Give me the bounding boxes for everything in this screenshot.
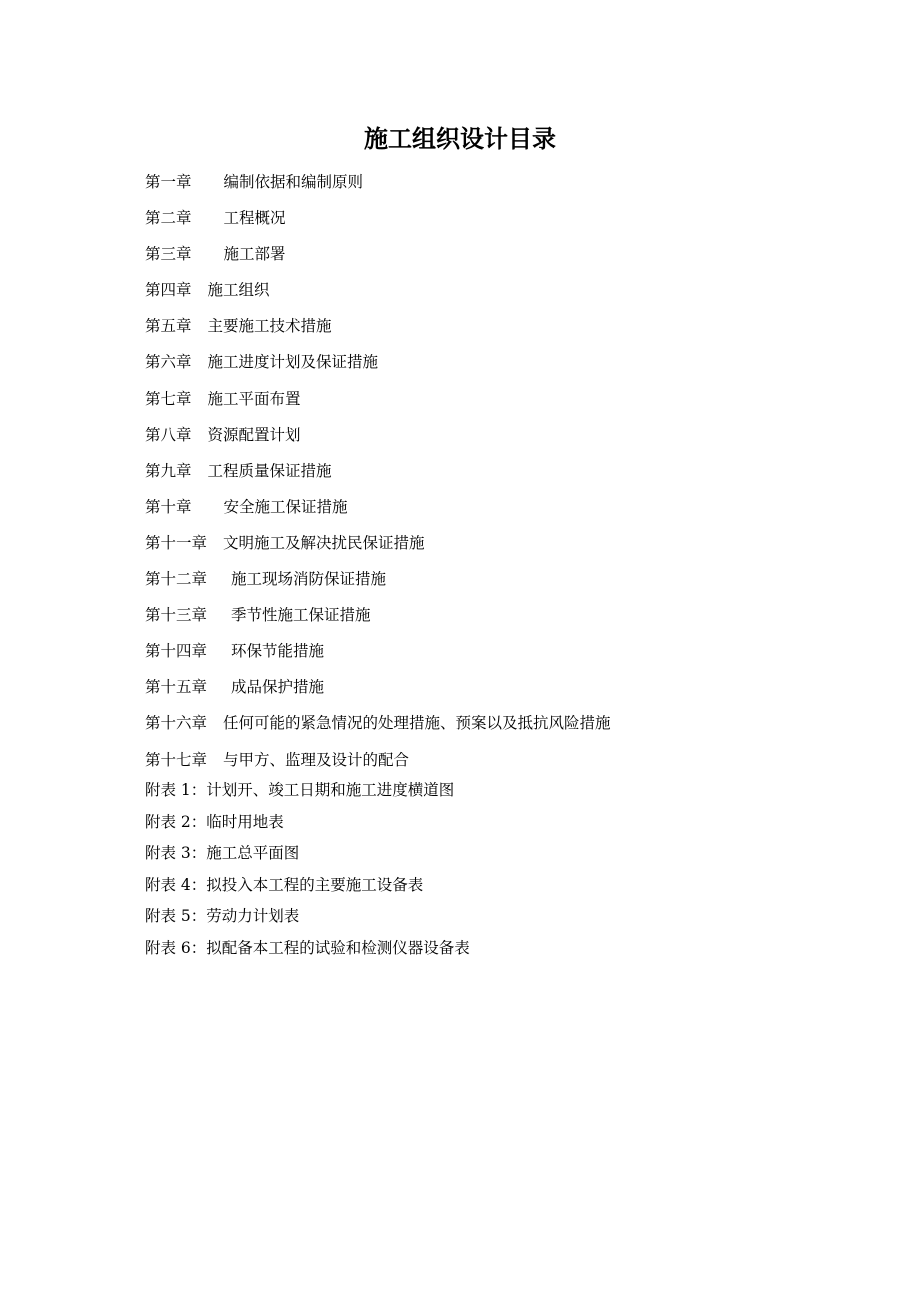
toc-chapter-1 (145, 168, 845, 204)
chapter-number: 第十三章 (145, 606, 208, 625)
appendix-label: 附表 1： (145, 781, 207, 799)
toc-chapter-14 (145, 637, 845, 673)
chapter-title: 施工平面布置 (207, 389, 301, 408)
chapter-number: 第八章 (145, 425, 192, 444)
chapter-number: 第四章 (145, 281, 192, 300)
chapter-number: 第十七章 (145, 750, 208, 769)
appendix-item-1 (145, 776, 845, 808)
appendix-item-6 (145, 934, 845, 966)
chapter-number: 第二章 (145, 209, 192, 228)
appendix-list (145, 776, 845, 966)
toc-chapter-5 (145, 312, 845, 348)
chapter-number: 第十一章 (145, 533, 208, 552)
appendix-item-4 (145, 871, 845, 903)
appendix-item-2 (145, 808, 845, 840)
appendix-item-3 (145, 839, 845, 871)
appendix-label: 附表 5： (145, 907, 207, 926)
chapter-title: 工程质量保证措施 (207, 461, 332, 480)
chapter-title: 成品保护措施 (231, 678, 325, 697)
appendix-title: 临时用地表 (206, 812, 284, 831)
chapter-title: 施工组织 (207, 281, 270, 300)
chapter-number: 第六章 (145, 353, 192, 372)
chapter-title: 环保节能措施 (231, 642, 325, 661)
chapter-title: 施工部署 (223, 245, 286, 264)
chapter-title: 任何可能的紧急情况的处理措施、预案以及抵抗风险措施 (223, 714, 611, 733)
chapter-title: 主要施工技术措施 (207, 317, 332, 336)
toc-chapter-11 (145, 529, 845, 565)
appendix-item-5 (145, 902, 845, 934)
appendix-title: 劳动力计划表 (206, 907, 300, 926)
toc-chapter-16 (145, 709, 845, 745)
toc-chapter-15 (145, 673, 845, 709)
chapter-title: 编制依据和编制原则 (223, 173, 364, 191)
chapter-title: 文明施工及解决扰民保证措施 (223, 533, 425, 552)
table-of-contents (145, 168, 845, 782)
toc-chapter-9 (145, 457, 845, 493)
toc-chapter-7 (145, 385, 845, 421)
chapter-title: 季节性施工保证措施 (231, 606, 371, 625)
toc-chapter-8 (145, 421, 845, 457)
toc-chapter-4 (145, 276, 845, 312)
toc-chapter-12 (145, 565, 845, 601)
chapter-number: 第十章 (145, 497, 192, 516)
chapter-number: 第七章 (145, 389, 192, 408)
appendix-title: 拟配备本工程的试验和检测仪器设备表 (206, 938, 470, 957)
chapter-title: 与甲方、监理及设计的配合 (223, 750, 410, 769)
toc-chapter-6 (145, 348, 845, 384)
toc-chapter-10 (145, 493, 845, 529)
chapter-number: 第五章 (145, 317, 192, 336)
chapter-number: 第九章 (145, 461, 192, 480)
appendix-label: 附表 6： (145, 938, 207, 957)
appendix-title: 计划开、竣工日期和施工进度横道图 (206, 781, 455, 799)
toc-chapter-2 (145, 204, 845, 240)
chapter-title: 施工进度计划及保证措施 (207, 353, 379, 372)
chapter-number: 第十六章 (145, 714, 208, 733)
appendix-label: 附表 2： (145, 812, 207, 831)
chapter-number: 第一章 (145, 173, 192, 191)
chapter-number: 第十二章 (145, 570, 208, 589)
chapter-number: 第十五章 (145, 678, 208, 697)
appendix-title: 拟投入本工程的主要施工设备表 (206, 875, 424, 894)
chapter-title: 工程概况 (223, 209, 286, 228)
page-title: 施工组织设计目录 (364, 124, 556, 153)
appendix-title: 施工总平面图 (206, 844, 300, 863)
appendix-label: 附表 4： (145, 875, 207, 894)
chapter-title: 资源配置计划 (207, 425, 301, 444)
chapter-title: 施工现场消防保证措施 (231, 570, 387, 589)
chapter-number: 第十四章 (145, 642, 208, 661)
toc-chapter-13 (145, 601, 845, 637)
chapter-title: 安全施工保证措施 (223, 497, 348, 516)
chapter-number: 第三章 (145, 245, 192, 264)
appendix-label: 附表 3： (145, 844, 207, 863)
toc-chapter-3 (145, 240, 845, 276)
